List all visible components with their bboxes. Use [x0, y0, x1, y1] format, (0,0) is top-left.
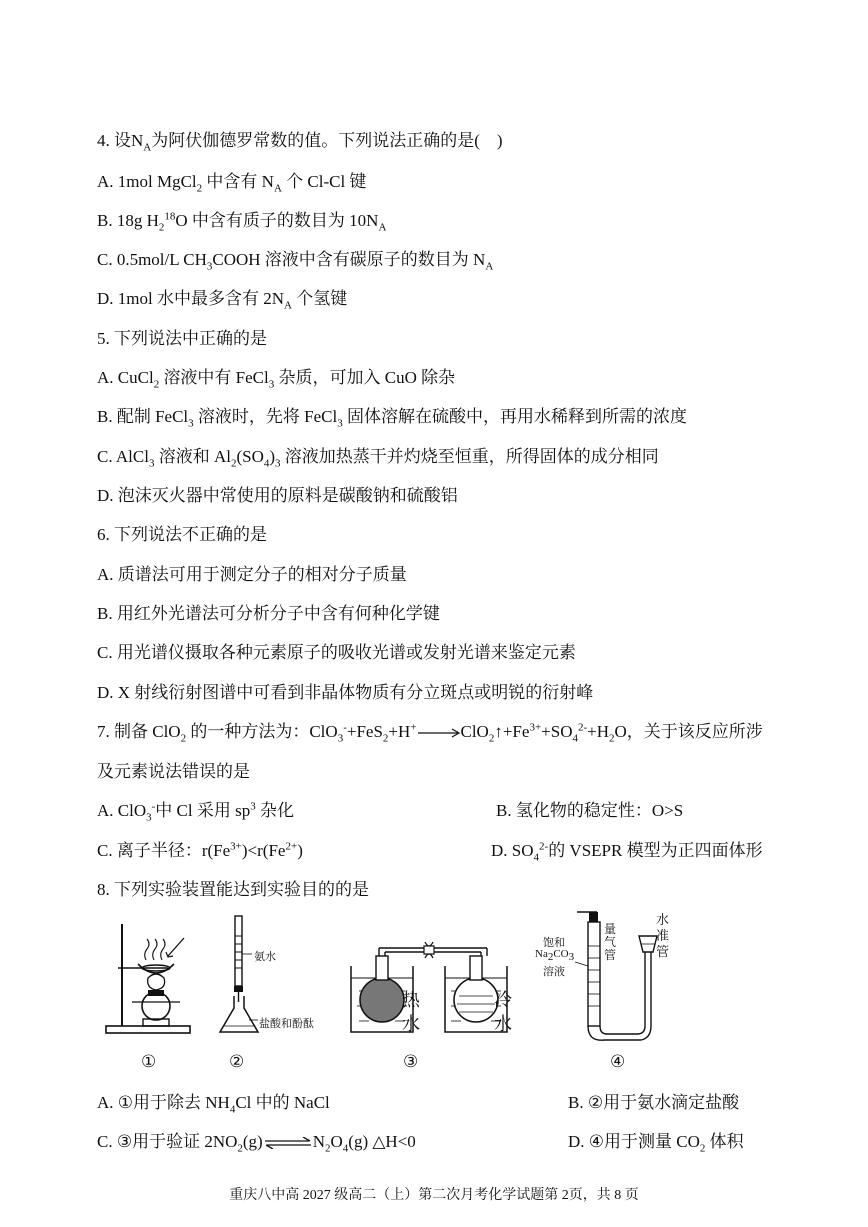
q8-option-d: D. ④用于测量 $CO_2$ 体积: [568, 1132, 744, 1155]
q6-stem: 6. 下列说法不正确的是: [97, 525, 267, 544]
q7-option-a: A. ClO$_3$-中 Cl 采用 $sp^3$ 杂化: [97, 800, 294, 824]
q6-option-d: D. X 射线衍射图谱中可看到非晶体物质有分立斑点或明锐的衍射峰: [97, 683, 594, 702]
fig3-label-cold: 冷: [494, 990, 512, 1010]
q4-stem: 4. 设$N_A$为阿伏伽德罗常数的值。下列说法正确的是( ): [97, 131, 503, 154]
q7-option-c: C. 离子半径：$r(Fe^{3+})<r(Fe^{2+})$: [97, 840, 303, 860]
reaction-arrow-icon: [417, 728, 461, 738]
q6-option-a: A. 质谱法可用于测定分子的相对分子质量: [97, 565, 407, 584]
q4-option-b: B. 18g $H_2^{18}O$ 中含有质子的数目为 $10N_A$: [97, 210, 387, 234]
fig3-label-cold-water: 水: [494, 1014, 512, 1034]
q5-option-c: C. AlCl$_3$ 溶液和 $Al_2(SO_4)_3$ 溶液加热蒸干并灼烧至恒重，所得固体的成分相同: [97, 447, 659, 470]
q4-option-a: A. 1mol MgCl$_2$ 中含有 $N_A$ 个 Cl-Cl 键: [97, 172, 367, 195]
fig4-label-na2co3: $Na_2CO_3$: [535, 948, 575, 964]
q8-option-b: B. ②用于氨水滴定盐酸: [568, 1093, 740, 1112]
q4-option-c: C. 0.5mol/L $CH_3COOH$ 溶液中含有碳原子的数目为 $N_A$: [97, 250, 494, 273]
fig2-label-acid-phenolphthalein: 盐酸和酚酞: [259, 1018, 314, 1030]
page-footer: 重庆八中高 2027 级高二（上）第二次月考化学试题第 2页，共 8 页: [229, 1188, 639, 1203]
fig2-label-ammonia: 氨水: [254, 951, 276, 963]
figure-caption-3: ③: [403, 1052, 419, 1071]
q8-option-c: C. ③用于验证 $2NO_2(g)$ $N_2O_4(g)$ △H<0: [97, 1132, 416, 1155]
fig4-label-saturated: 饱和: [543, 937, 565, 949]
fig3-label-hot-water: 水: [402, 1014, 420, 1034]
q8-option-a: A. ①用于除去 $NH_4Cl$ 中的 NaCl: [97, 1093, 330, 1116]
figure-caption-2: ②: [229, 1052, 245, 1071]
figure-caption-1: ①: [141, 1052, 157, 1071]
fig4-label-level-tube: 水 准 管: [656, 912, 670, 959]
q7-stem-line2: 及元素说法错误的是: [97, 762, 250, 781]
q8-stem: 8. 下列实验装置能达到实验目的的是: [97, 880, 369, 899]
q5-option-d: D. 泡沫灭火器中常使用的原料是碳酸钠和硫酸铝: [97, 486, 458, 505]
figure-caption-4: ④: [610, 1052, 626, 1071]
q7-option-b: B. 氢化物的稳定性：O>S: [496, 801, 684, 820]
q5-option-b: B. 配制 FeCl$_3$ 溶液时，先将 FeCl$_3$ 固体溶解在硫酸中，再用水稀释到所需的浓度: [97, 407, 687, 430]
q7-option-d: D. $SO_4^{2-}$的 VSEPR 模型为正四面体形: [491, 840, 763, 864]
retort-stand-evaporating-dish-icon: [98, 916, 196, 1038]
q6-option-c: C. 用光谱仪摄取各种元素原子的吸收光谱或发射光谱来鉴定元素: [97, 643, 576, 662]
q7-stem-line1: 7. 制备 ClO$_2$ 的一种方法为：ClO$_3$-+FeS$_2$+H+ $ClO_2↑+Fe^{3+}+SO_4^{2-}+H_2O$，关于该反应所涉: [97, 721, 763, 745]
q6-option-b: B. 用红外光谱法可分析分子中含有何种化学键: [97, 604, 440, 623]
fig4-label-solution: 溶液: [543, 966, 565, 978]
q5-option-a: A. CuCl$_2$ 溶液中有 FeCl$_3$ 杂质，可加入 CuO 除杂: [97, 368, 456, 391]
q5-stem: 5. 下列说法中正确的是: [97, 329, 267, 348]
equilibrium-arrow-icon: [263, 1137, 313, 1149]
fig3-label-hot: 热: [402, 990, 420, 1010]
q4-option-d: D. 1mol 水中最多含有 $2N_A$ 个氢键: [97, 289, 348, 312]
fig4-label-gas-burette: 量 气 管: [604, 922, 617, 962]
